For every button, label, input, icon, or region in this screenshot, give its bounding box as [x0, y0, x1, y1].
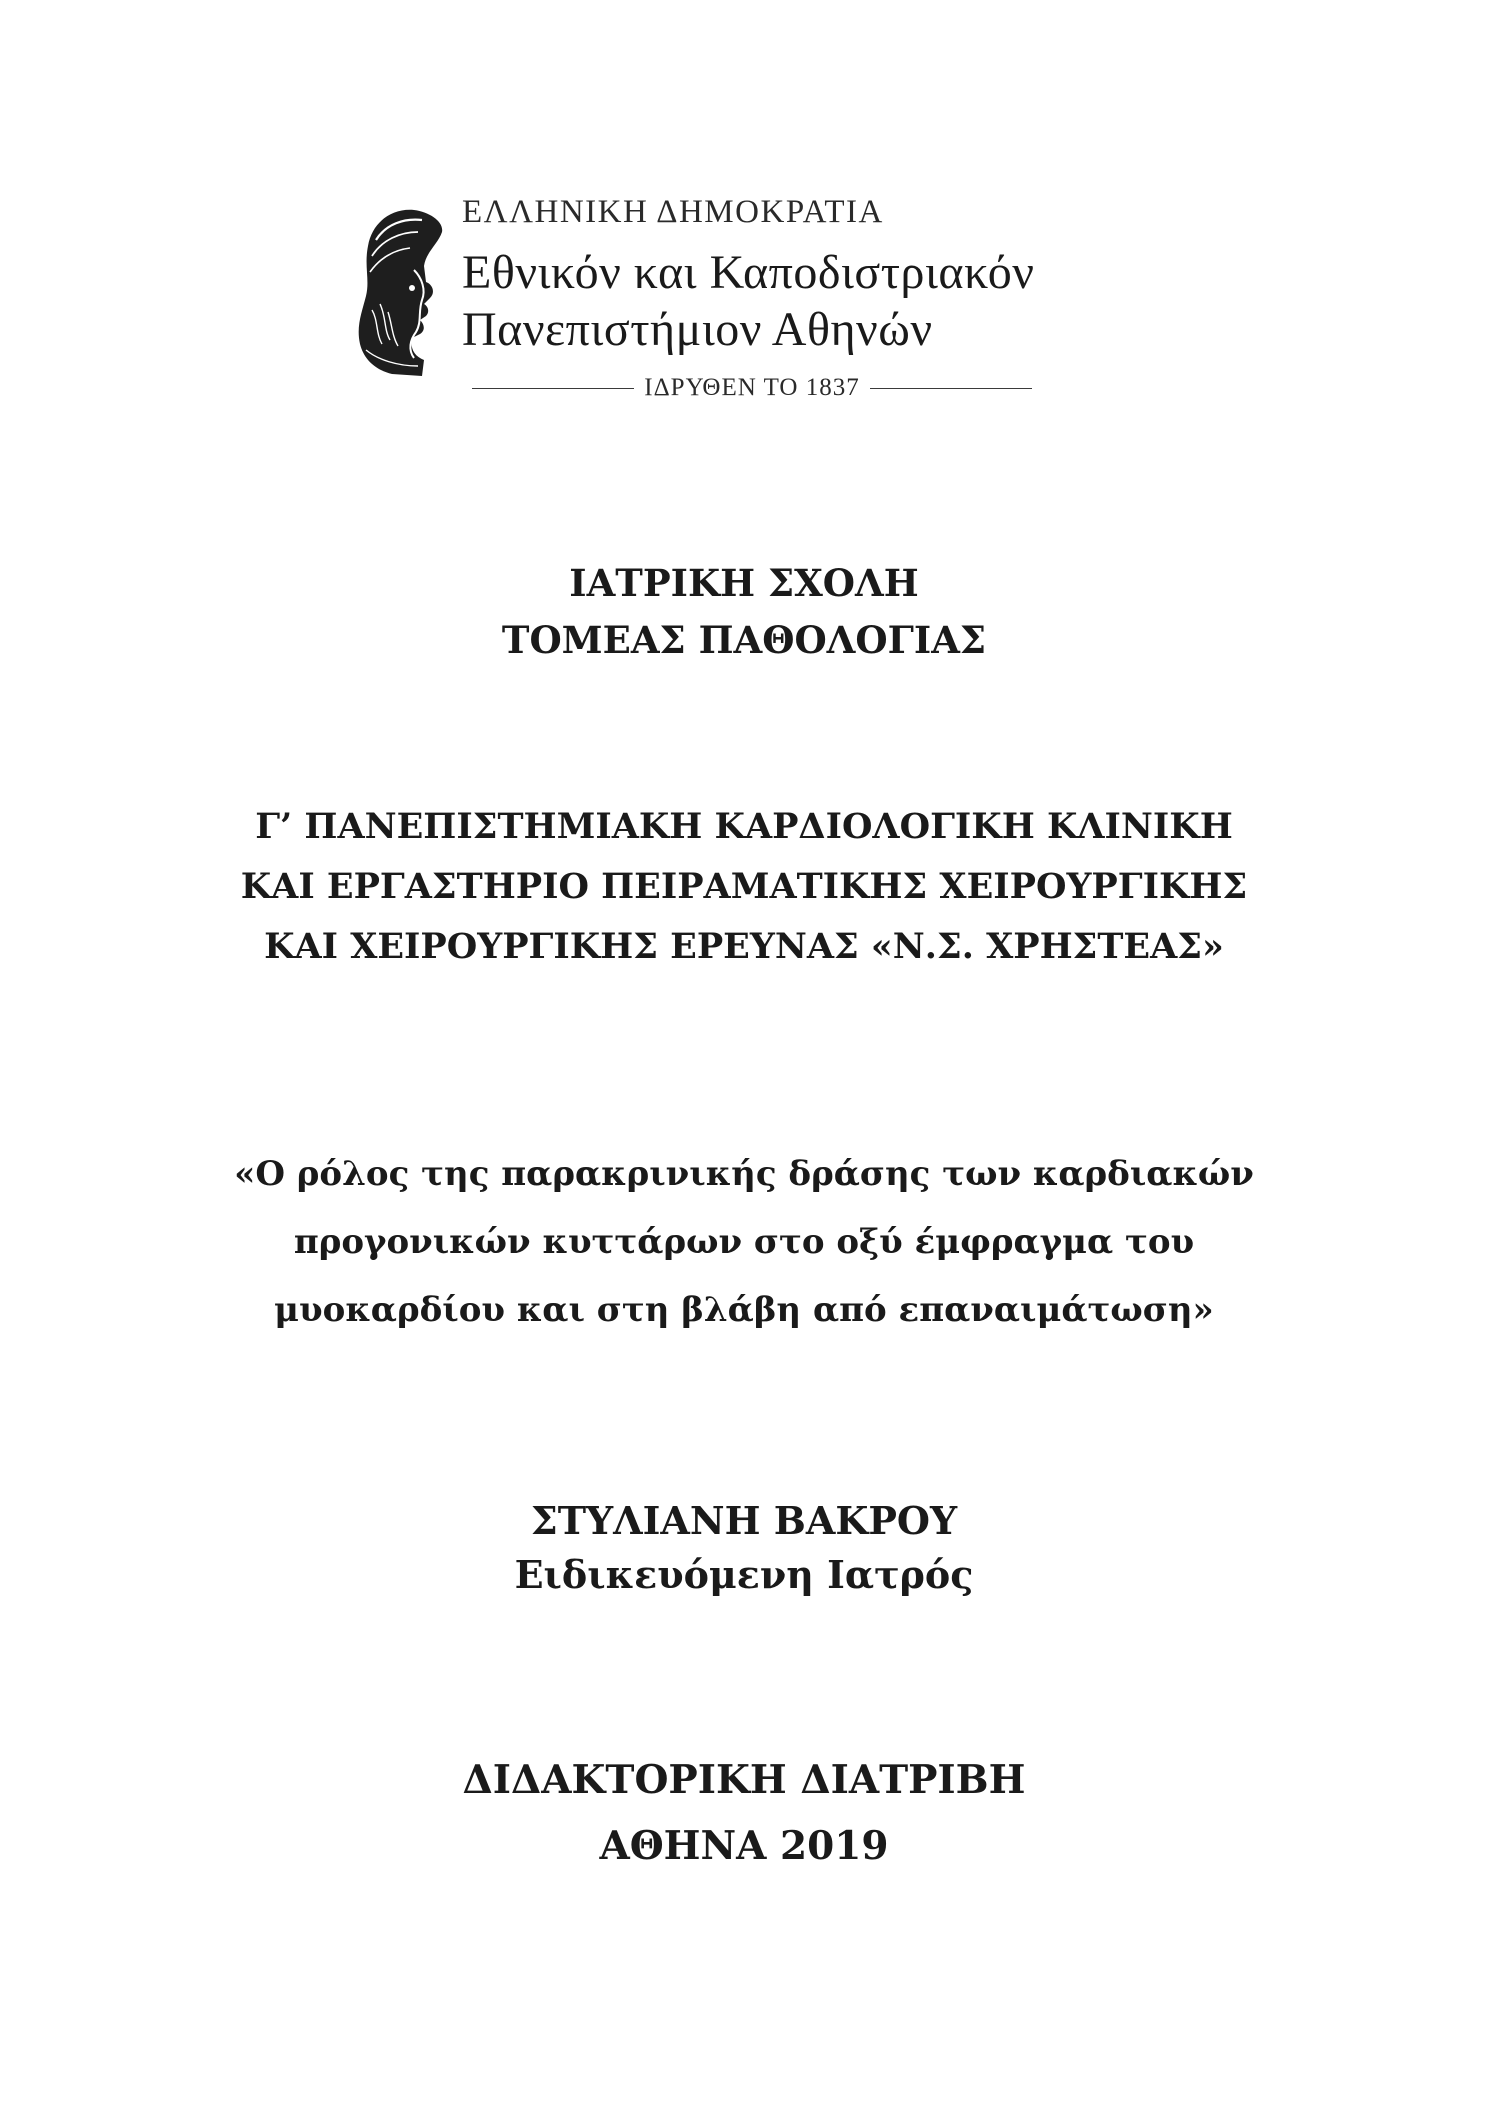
university-name [462, 245, 1152, 358]
divider-left [472, 388, 634, 389]
thesis-title-line-3: μυοκαρδίου και στη βλάβη από επαναιμάτωση» [274, 1290, 1214, 1330]
clinic-line-2: ΚΑΙ ΕΡΓΑΣΤΗΡΙΟ ΠΕΙΡΑΜΑΤΙΚΗΣ ΧΕΙΡΟΥΡΓΙΚΗΣ [240, 866, 1248, 907]
degree-block [0, 1747, 1488, 1879]
clinic-line-1: Γ’ ΠΑΝΕΠΙΣΤΗΜΙΑΚΗ ΚΑΡΔΙΟΛΟΓΙΚΗ ΚΛΙΝΙΚΗ [255, 806, 1233, 847]
athena-head-emblem-icon [352, 200, 452, 380]
clinic-heading [0, 797, 1488, 977]
founded-row [472, 374, 1032, 402]
university-name-line-1: Εθνικόν και Καποδιστριακόν [462, 246, 1035, 299]
school-name: ΙΑΤΡΙΚΗ ΣΧΟΛΗ [569, 561, 919, 605]
university-logo [352, 180, 1152, 410]
author-name: ΣΤΥΛΙΑΝΗ ΒΑΚΡΟΥ [530, 1498, 958, 1543]
school-heading [0, 555, 1488, 669]
thesis-title-line-2: προγονικών κυττάρων στο οξύ έμφραγμα του [293, 1222, 1195, 1262]
divider-right [870, 388, 1032, 389]
university-name-line-2: Πανεπιστήμιον Αθηνών [462, 302, 933, 356]
place-year: ΑΘΗΝΑ 2019 [599, 1823, 889, 1869]
department-name: ΤΟΜΕΑΣ ΠΑΘΟΛΟΓΙΑΣ [501, 618, 987, 662]
thesis-title [0, 1140, 1488, 1344]
university-title [462, 180, 1152, 358]
author-block [0, 1494, 1488, 1602]
degree-type: ΔΙΔΑΚΤΟΡΙΚΗ ΔΙΑΤΡΙΒΗ [462, 1757, 1026, 1803]
clinic-line-3: ΚΑΙ ΧΕΙΡΟΥΡΓΙΚΗΣ ΕΡΕΥΝΑΣ «Ν.Σ. ΧΡΗΣΤΕΑΣ» [264, 926, 1224, 967]
author-role: Ειδικευόμενη Ιατρός [514, 1552, 974, 1597]
founded-label: ΙΔΡΥΘΕΝ ΤΟ 1837 [644, 374, 860, 401]
thesis-title-line-1: «Ο ρόλος της παρακρινικής δράσης των καρδιακών [234, 1154, 1254, 1194]
republic-label: ΕΛΛΗΝΙΚΗ ΔΗΜΟΚΡΑΤΙΑ [462, 194, 884, 230]
